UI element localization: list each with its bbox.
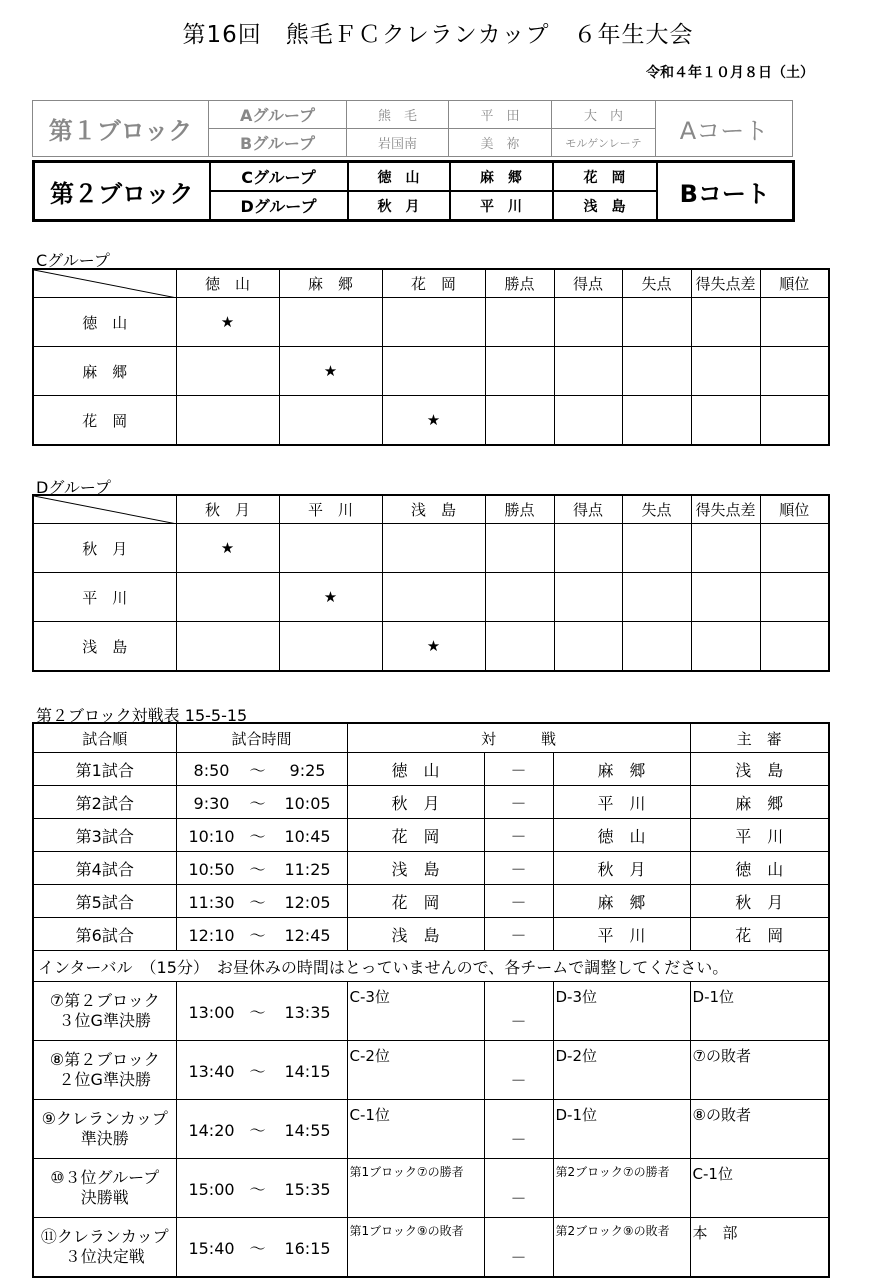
end-time: 14:15 — [284, 1061, 331, 1081]
start-time: 8:50 — [193, 760, 230, 780]
referee: 平 川 — [690, 819, 829, 852]
team-cell: 熊 毛 — [347, 101, 449, 129]
away-team: 徳 山 — [553, 819, 690, 852]
row-header: 秋 月 — [33, 524, 176, 573]
versus-dash: － — [484, 918, 553, 951]
tilde: ～ — [249, 1061, 266, 1081]
home-slot: C-2位 — [347, 1041, 484, 1100]
start-time: 10:50 — [188, 859, 235, 879]
start-time: 13:00 — [188, 1002, 235, 1022]
game-number: 第5試合 — [33, 885, 176, 918]
game-row — [33, 918, 829, 951]
row-header: 麻 郷 — [33, 347, 176, 396]
time-cell — [176, 1218, 347, 1278]
group-label: Dグループ — [210, 191, 348, 221]
team-cell: 麻 郷 — [450, 162, 553, 192]
versus-dash: － — [484, 852, 553, 885]
time-cell — [176, 982, 347, 1041]
away-slot: 第2ブロック⑨の敗者 — [553, 1218, 690, 1278]
column-header: 得点 — [554, 269, 622, 298]
group-c-table — [32, 268, 830, 446]
row-header: 徳 山 — [33, 298, 176, 347]
time-cell — [176, 753, 347, 786]
page-title: 第16回 熊毛ＦＣクレランカップ ６年生大会 — [182, 22, 694, 48]
column-header: 勝点 — [485, 495, 554, 524]
star-cell: ★ — [382, 396, 485, 446]
final-row — [33, 1041, 829, 1100]
tilde: ～ — [249, 1238, 266, 1258]
column-header: 徳 山 — [176, 269, 279, 298]
block-2-table — [32, 160, 795, 222]
star-cell: ★ — [176, 298, 279, 347]
column-header: 勝点 — [485, 269, 554, 298]
column-header: 花 岡 — [382, 269, 485, 298]
home-team: 秋 月 — [347, 786, 484, 819]
final-label — [33, 1218, 176, 1278]
away-slot: D-2位 — [553, 1041, 690, 1100]
tilde: ～ — [249, 1120, 266, 1140]
star-cell: ★ — [382, 622, 485, 672]
versus-dash: － — [484, 819, 553, 852]
team-cell: 大 内 — [552, 101, 656, 129]
versus-dash: － — [484, 885, 553, 918]
away-team: 平 川 — [553, 918, 690, 951]
column-header: 浅 島 — [382, 495, 485, 524]
tilde: ～ — [249, 892, 266, 912]
home-team: 徳 山 — [347, 753, 484, 786]
game-number: 第2試合 — [33, 786, 176, 819]
tilde: ～ — [249, 1179, 266, 1199]
team-cell: 岩国南 — [347, 129, 449, 157]
time-cell — [176, 1041, 347, 1100]
tilde: ～ — [249, 826, 266, 846]
diagonal-line — [34, 270, 177, 298]
versus-dash: － — [484, 1218, 553, 1278]
tilde: ～ — [249, 859, 266, 879]
home-slot: 第1ブロック⑦の勝者 — [347, 1159, 484, 1218]
game-number: 第4試合 — [33, 852, 176, 885]
tilde: ～ — [249, 793, 266, 813]
diagonal-header-cell — [33, 495, 176, 524]
game-number: 第6試合 — [33, 918, 176, 951]
group-d-table — [32, 494, 830, 672]
start-time: 13:40 — [188, 1061, 235, 1081]
event-date: 令和４年１０月８日（土） — [646, 65, 814, 81]
column-header: 得点 — [554, 495, 622, 524]
start-time: 11:30 — [188, 892, 235, 912]
tilde: ～ — [249, 1002, 266, 1022]
time-cell — [176, 918, 347, 951]
game-row — [33, 819, 829, 852]
start-time: 15:40 — [188, 1238, 235, 1258]
column-header: 得失点差 — [691, 495, 760, 524]
end-time: 12:45 — [284, 925, 331, 945]
diagonal-header-cell — [33, 269, 176, 298]
game-number: 第3試合 — [33, 819, 176, 852]
game-number: 第1試合 — [33, 753, 176, 786]
final-label — [33, 1159, 176, 1218]
row-header: 花 岡 — [33, 396, 176, 446]
referee-slot: 本 部 — [690, 1218, 829, 1278]
column-header: 麻 郷 — [279, 269, 382, 298]
start-time: 14:20 — [188, 1120, 235, 1140]
final-row — [33, 1100, 829, 1159]
star-cell: ★ — [279, 347, 382, 396]
end-time: 10:45 — [284, 826, 331, 846]
end-time: 15:35 — [284, 1179, 331, 1199]
end-time: 10:05 — [284, 793, 331, 813]
court-label: Bコート — [657, 162, 794, 221]
away-team: 麻 郷 — [553, 885, 690, 918]
final-label — [33, 1041, 176, 1100]
schedule-table — [32, 722, 830, 1278]
away-team: 秋 月 — [553, 852, 690, 885]
column-header: 対 戦 — [347, 723, 690, 753]
time-cell — [176, 885, 347, 918]
away-slot: D-3位 — [553, 982, 690, 1041]
referee: 徳 山 — [690, 852, 829, 885]
row-header: 浅 島 — [33, 622, 176, 672]
team-cell: 花 岡 — [553, 162, 657, 192]
game-row — [33, 852, 829, 885]
start-time: 10:10 — [188, 826, 235, 846]
group-label: Aグループ — [209, 101, 347, 129]
away-slot: 第2ブロック⑦の勝者 — [553, 1159, 690, 1218]
final-label-line2: ３位G準決勝 — [58, 1011, 151, 1030]
referee: 浅 島 — [690, 753, 829, 786]
block-name: 第１ブロック — [33, 101, 209, 157]
end-time: 14:55 — [284, 1120, 331, 1140]
row-header: 平 川 — [33, 573, 176, 622]
group-c-caption: Cグループ — [36, 251, 110, 270]
end-time: 16:15 — [284, 1238, 331, 1258]
home-slot: 第1ブロック⑨の敗者 — [347, 1218, 484, 1278]
column-header: 順位 — [760, 269, 829, 298]
team-cell: 秋 月 — [348, 191, 450, 221]
column-header: 試合順 — [33, 723, 176, 753]
end-time: 11:25 — [284, 859, 331, 879]
game-row — [33, 786, 829, 819]
end-time: 9:25 — [289, 760, 326, 780]
diagonal-line — [34, 496, 177, 524]
versus-dash: － — [484, 1041, 553, 1100]
referee-slot: D-1位 — [690, 982, 829, 1041]
final-row — [33, 1159, 829, 1218]
tilde: ～ — [249, 925, 266, 945]
block-name: 第２ブロック — [34, 162, 210, 221]
referee-slot: ⑦の敗者 — [690, 1041, 829, 1100]
team-cell: 浅 島 — [553, 191, 657, 221]
column-header: 秋 月 — [176, 495, 279, 524]
final-row — [33, 982, 829, 1041]
final-label-line2: 決勝戦 — [80, 1188, 129, 1207]
home-slot: C-1位 — [347, 1100, 484, 1159]
final-label — [33, 1100, 176, 1159]
start-time: 15:00 — [188, 1179, 235, 1199]
versus-dash: － — [484, 786, 553, 819]
group-label: Cグループ — [210, 162, 348, 192]
start-time: 12:10 — [188, 925, 235, 945]
start-time: 9:30 — [193, 793, 230, 813]
time-cell — [176, 1159, 347, 1218]
referee-slot: ⑧の敗者 — [690, 1100, 829, 1159]
versus-dash: － — [484, 1159, 553, 1218]
team-cell: モルゲンレーテ — [552, 129, 656, 157]
final-label-line1: ⑧第２ブロック — [49, 1050, 160, 1069]
schedule-caption: 第２ブロック対戦表 15-5-15 — [36, 706, 248, 725]
time-cell — [176, 819, 347, 852]
home-slot: C-3位 — [347, 982, 484, 1041]
away-team: 麻 郷 — [553, 753, 690, 786]
column-header: 得失点差 — [691, 269, 760, 298]
end-time: 13:35 — [284, 1002, 331, 1022]
column-header: 平 川 — [279, 495, 382, 524]
final-label-line1: ⑨クレランカップ — [41, 1109, 168, 1128]
column-header: 主 審 — [690, 723, 829, 753]
final-label-line1: ⑪クレランカップ — [40, 1227, 169, 1246]
final-label-line2: ３位決定戦 — [64, 1247, 145, 1266]
game-row — [33, 885, 829, 918]
referee: 花 岡 — [690, 918, 829, 951]
star-cell: ★ — [279, 573, 382, 622]
column-header: 順位 — [760, 495, 829, 524]
star-cell: ★ — [176, 524, 279, 573]
home-team: 浅 島 — [347, 918, 484, 951]
team-cell: 徳 山 — [348, 162, 450, 192]
time-cell — [176, 786, 347, 819]
versus-dash: － — [484, 982, 553, 1041]
time-cell — [176, 1100, 347, 1159]
group-label: Bグループ — [209, 129, 347, 157]
group-d-caption: Dグループ — [36, 478, 112, 497]
final-label-line2: ２位G準決勝 — [58, 1070, 151, 1089]
column-header: 失点 — [622, 495, 691, 524]
end-time: 12:05 — [284, 892, 331, 912]
versus-dash: － — [484, 1100, 553, 1159]
home-team: 花 岡 — [347, 819, 484, 852]
final-label-line2: 準決勝 — [80, 1129, 129, 1148]
block-1-table — [32, 100, 793, 157]
column-header: 失点 — [622, 269, 691, 298]
time-cell — [176, 852, 347, 885]
final-label — [33, 982, 176, 1041]
away-slot: D-1位 — [553, 1100, 690, 1159]
referee: 麻 郷 — [690, 786, 829, 819]
final-label-line1: ⑩３位グループ — [50, 1168, 160, 1187]
interval-note: インターバル （15分） お昼休みの時間はとっていませんので、各チームで調整してください。 — [33, 951, 829, 982]
team-cell: 平 川 — [450, 191, 553, 221]
referee-slot: C-1位 — [690, 1159, 829, 1218]
home-team: 花 岡 — [347, 885, 484, 918]
game-row — [33, 753, 829, 786]
versus-dash: － — [484, 753, 553, 786]
referee: 秋 月 — [690, 885, 829, 918]
away-team: 平 川 — [553, 786, 690, 819]
home-team: 浅 島 — [347, 852, 484, 885]
team-cell: 美 祢 — [449, 129, 552, 157]
final-label-line1: ⑦第２ブロック — [49, 991, 160, 1010]
court-label: Aコート — [656, 101, 793, 157]
tilde: ～ — [249, 760, 266, 780]
column-header: 試合時間 — [176, 723, 347, 753]
team-cell: 平 田 — [449, 101, 552, 129]
final-row — [33, 1218, 829, 1278]
